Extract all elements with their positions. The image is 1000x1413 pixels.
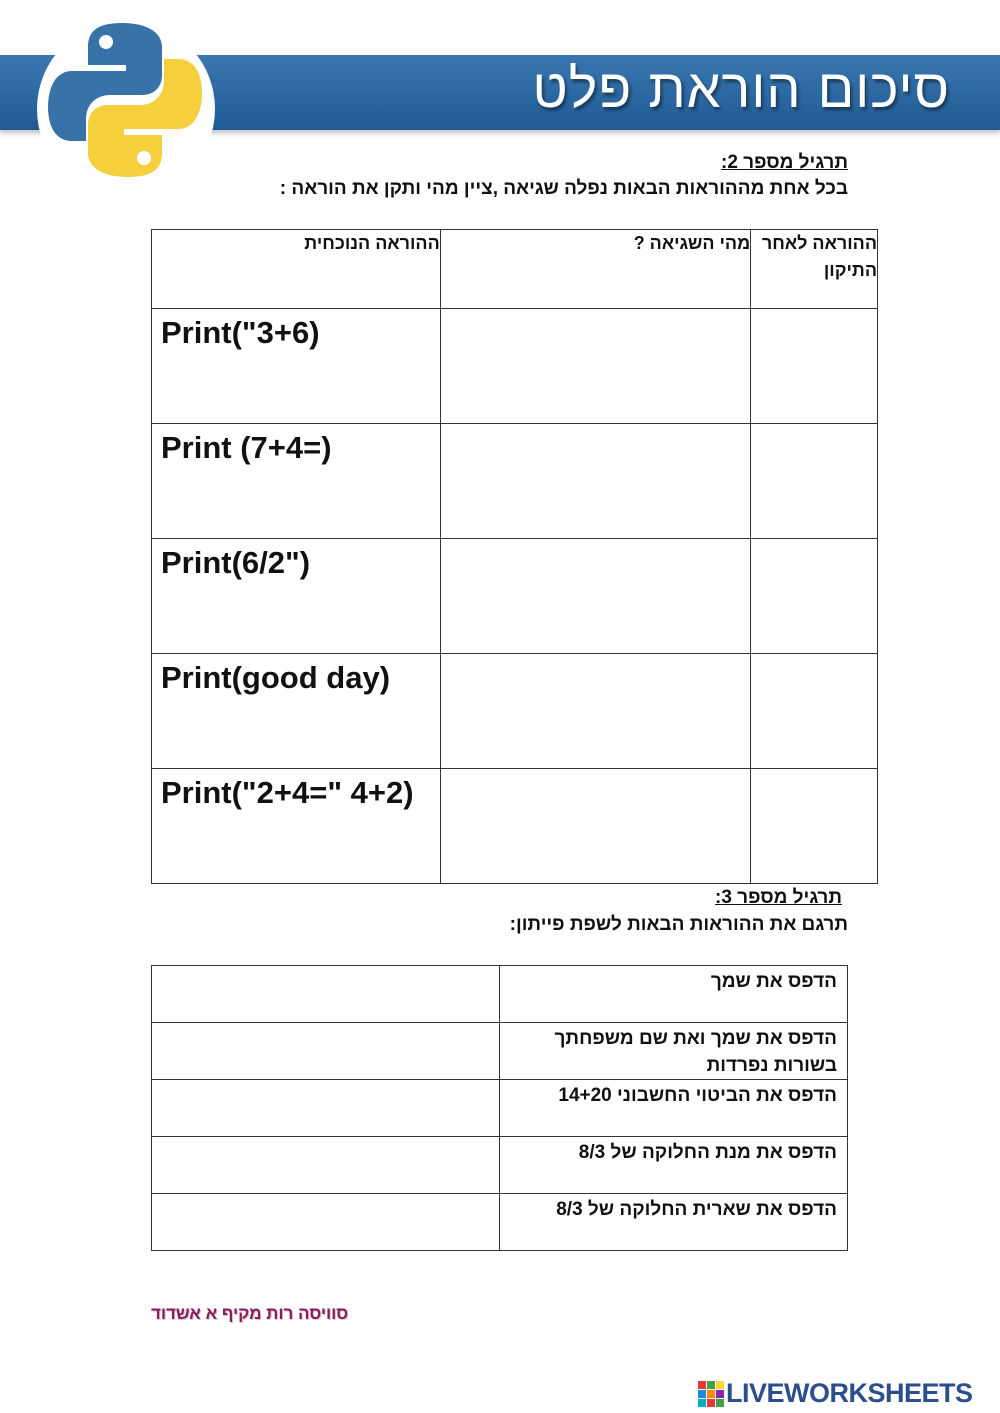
exercise2-heading: תרגיל מספר 2: — [720, 152, 848, 173]
corrected-answer-cell[interactable] — [751, 424, 878, 539]
current-instruction-cell: Print(6/2") — [152, 539, 441, 654]
error-answer-cell[interactable] — [440, 309, 750, 424]
table-row — [152, 539, 878, 654]
column-header-corrected: ההוראה לאחר התיקון — [751, 230, 878, 309]
column-header-error: מהי השגיאה ? — [440, 230, 750, 309]
table-row — [152, 1080, 848, 1137]
exercise2-instruction: בכל אחת מההוראות הבאות נפלה שגיאה ,ציין מהי ותקן את הוראה : — [279, 178, 848, 199]
table-row — [152, 1137, 848, 1194]
corrected-answer-cell[interactable] — [751, 539, 878, 654]
table-row — [152, 769, 878, 884]
exercise2-table — [151, 229, 878, 884]
table-row — [152, 309, 878, 424]
error-answer-cell[interactable] — [440, 424, 750, 539]
task-description-cell: הדפס את שמך ואת שם משפחתך בשורות נפרדות — [500, 1023, 848, 1080]
current-instruction-cell: Print("2+4=" 4+2) — [152, 769, 441, 884]
python-answer-cell[interactable] — [152, 1080, 500, 1137]
table-row — [152, 654, 878, 769]
error-answer-cell[interactable] — [440, 654, 750, 769]
current-instruction-cell: Print(good day) — [152, 654, 441, 769]
column-header-current: ההוראה הנוכחית — [152, 230, 441, 309]
table-header-row — [152, 230, 878, 309]
corrected-answer-cell[interactable] — [751, 769, 878, 884]
task-description-cell: הדפס את שמך — [500, 966, 848, 1023]
author-credit: סוויסה רות מקיף א אשדוד — [151, 1304, 349, 1323]
liveworksheets-mark-icon — [698, 1381, 724, 1407]
corrected-answer-cell[interactable] — [751, 309, 878, 424]
exercise3-instruction: תרגם את ההוראות הבאות לשפת פייתון: — [509, 914, 848, 935]
table-row — [152, 966, 848, 1023]
table-row — [152, 424, 878, 539]
current-instruction-cell: Print (7+4=) — [152, 424, 441, 539]
python-answer-cell[interactable] — [152, 1023, 500, 1080]
current-instruction-cell: Print("3+6) — [152, 309, 441, 424]
liveworksheets-logo — [698, 1378, 973, 1409]
table-row — [152, 1194, 848, 1251]
error-answer-cell[interactable] — [440, 539, 750, 654]
task-description-cell: הדפס את שארית החלוקה של 8/3 — [500, 1194, 848, 1251]
python-logo-icon — [40, 15, 210, 185]
task-description-cell: הדפס את מנת החלוקה של 8/3 — [500, 1137, 848, 1194]
python-answer-cell[interactable] — [152, 1137, 500, 1194]
liveworksheets-wordmark: LIVEWORKSHEETS — [726, 1378, 973, 1408]
page-title: סיכום הוראת פלט — [532, 59, 950, 119]
corrected-answer-cell[interactable] — [751, 654, 878, 769]
python-answer-cell[interactable] — [152, 966, 500, 1023]
python-answer-cell[interactable] — [152, 1194, 500, 1251]
exercise3-table — [151, 965, 848, 1251]
table-row — [152, 1023, 848, 1080]
exercise3-heading: תרגיל מספר 3: — [714, 887, 842, 908]
task-description-cell: הדפס את הביטוי החשבוני 14+20 — [500, 1080, 848, 1137]
error-answer-cell[interactable] — [440, 769, 750, 884]
